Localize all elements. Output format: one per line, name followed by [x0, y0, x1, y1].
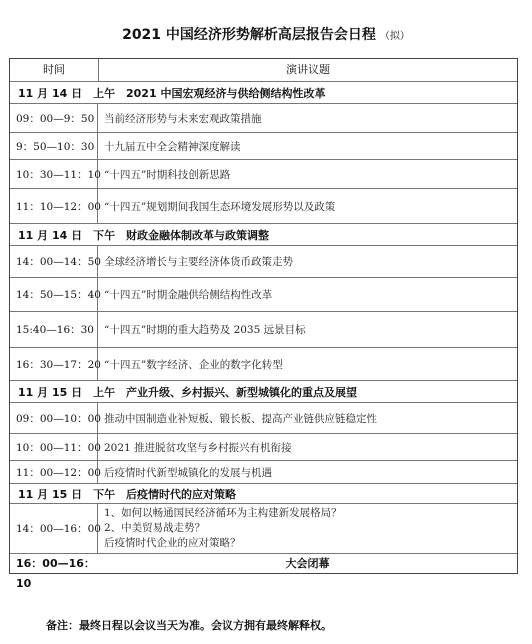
section-topic: 2021 中国宏观经济与供给侧结构性改革 — [126, 86, 326, 100]
session-time: 9：50—10：30 — [10, 133, 98, 159]
table-row — [10, 460, 517, 483]
session-topic: 推动中国制造业补短板、锻长板、提高产业链供应链稳定性 — [104, 412, 377, 425]
session-topic: “十四五”数字经济、企业的数字化转型 — [104, 358, 283, 371]
table-row — [10, 503, 517, 553]
session-time: 16：30—17：20 — [10, 348, 98, 380]
header-time: 时间 — [10, 59, 99, 81]
title-text: 2021 中国经济形势解析高层报告会日程 — [122, 27, 376, 43]
table-row — [10, 402, 517, 433]
session-topic: “十四五”时期的重大趋势及 2035 远景目标 — [104, 324, 306, 336]
footnote: 备注：最终日程以会议当天为准。会议方拥有最终解释权。 — [46, 619, 332, 632]
closing-row — [10, 553, 517, 590]
section-topic: 财政金融体制改革与政策调整 — [126, 228, 269, 242]
session-topic: 2021 推进脱贫攻坚与乡村振兴有机衔接 — [104, 441, 292, 454]
table-header — [10, 59, 517, 81]
question-line: 后疫情时代企业的应对策略？ — [104, 537, 241, 549]
session-time: 14：50—15：40 — [10, 278, 98, 311]
table-row — [10, 311, 517, 347]
section-topic: 产业升级、乡村振兴、新型城镇化的重点及展望 — [126, 385, 357, 399]
session-topic-list — [98, 504, 517, 553]
section-header — [10, 223, 517, 245]
section-date: 11 月 15 日 下午 — [18, 487, 116, 501]
session-topic: “十四五”时期金融供给侧结构性改革 — [104, 289, 273, 301]
page-title — [0, 24, 532, 44]
section-header — [10, 81, 517, 103]
table-row — [10, 103, 517, 132]
session-topic: “十四五”时期科技创新思路 — [104, 168, 231, 181]
section-date: 11 月 14 日 上午 — [18, 86, 116, 100]
question-line: 1、如何以畅通国民经济循环为主构建新发展格局？ — [104, 507, 342, 519]
table-row — [10, 433, 517, 460]
session-topic: 当前经济形势与未来宏观政策措施 — [104, 112, 262, 125]
session-topic: 十九届五中全会精神深度解读 — [104, 140, 241, 153]
section-header — [10, 380, 517, 402]
header-topic: 演讲议题 — [286, 63, 330, 76]
session-time: 09：00—9：50 — [10, 104, 98, 132]
table-row — [10, 347, 517, 380]
title-note: （拟） — [379, 31, 410, 42]
session-time: 10：30—11：10 — [10, 160, 98, 188]
session-time: 14：00—16：00 — [10, 504, 98, 553]
session-time: 11：10—12：00 — [10, 189, 98, 223]
table-row — [10, 159, 517, 188]
session-topic: 后疫情时代新型城镇化的发展与机遇 — [104, 466, 272, 479]
session-time: 10：00—11：00 — [10, 434, 98, 460]
session-time: 14：00—14：50 — [10, 246, 98, 277]
section-date: 11 月 15 日 上午 — [18, 385, 116, 399]
table-row — [10, 188, 517, 223]
session-time: 15:40—16：30 — [10, 312, 98, 347]
table-row — [10, 277, 517, 311]
closing-time: 16：00—16：10 — [16, 557, 95, 590]
section-header — [10, 483, 517, 503]
closing-topic: 大会闭幕 — [285, 557, 330, 570]
question-line: 2、中美贸易战走势？ — [104, 522, 206, 534]
session-time: 11：00—12：00 — [10, 461, 98, 483]
table-row — [10, 132, 517, 159]
section-date: 11 月 14 日 下午 — [18, 228, 116, 242]
table-row — [10, 245, 517, 277]
schedule-table — [9, 58, 518, 590]
session-topic: 全球经济增长与主要经济体货币政策走势 — [104, 256, 293, 268]
session-time: 09：00—10：00 — [10, 403, 98, 433]
section-topic: 后疫情时代的应对策略 — [126, 487, 236, 501]
session-topic: “十四五”规划期间我国生态环境发展形势以及政策 — [104, 200, 336, 213]
